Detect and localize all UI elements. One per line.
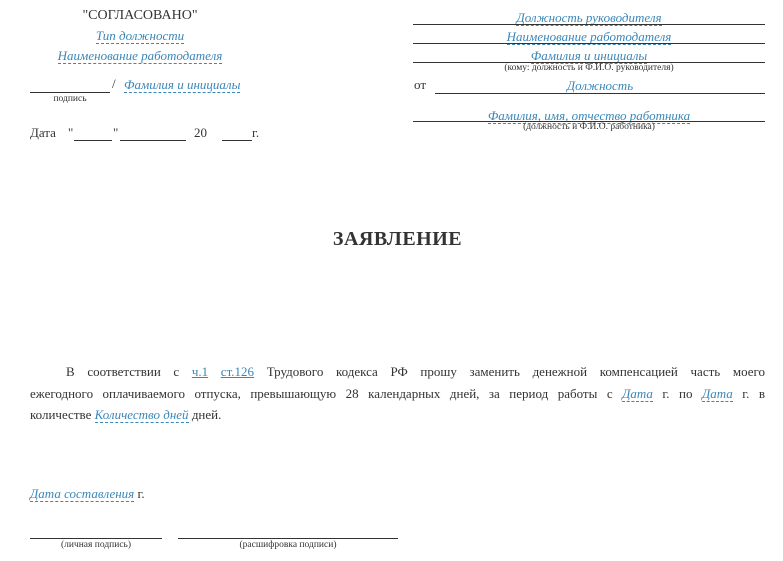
approval-position-field[interactable]: Тип должности — [95, 28, 185, 43]
personal-signature-caption: (личная подпись) — [60, 540, 132, 550]
compose-date-row — [30, 486, 145, 502]
addressee-line-1 — [413, 24, 765, 25]
approval-heading: "СОГЛАСОВАНО" — [82, 8, 198, 23]
approval-position-wrap — [40, 27, 240, 45]
date-quote-open: " — [68, 125, 74, 140]
date-quote-close: " — [113, 125, 119, 140]
addressee-name-field[interactable]: Фамилия и инициалы — [530, 48, 648, 63]
date-month-line — [120, 140, 186, 141]
approval-signature-line — [30, 92, 110, 93]
body-line-1 — [30, 364, 765, 380]
body-line3-prefix: количестве — [30, 407, 92, 422]
employee-position-field[interactable]: Должность — [566, 78, 634, 93]
body-line1-rest: Трудового кодекса РФ прошу заменить денежной компенсацией часть моего — [266, 364, 766, 379]
compose-date-suffix: г. — [137, 486, 145, 501]
date-year-prefix: 20 — [194, 125, 207, 140]
body-line1-lead: В соответствии с — [66, 364, 180, 379]
days-count-field[interactable]: Количество дней — [94, 407, 189, 422]
signature-decoding-caption: (расшифровка подписи) — [239, 540, 337, 550]
compose-date-field[interactable]: Дата составления — [30, 486, 135, 501]
body-line2-end: г. в — [742, 386, 765, 401]
approval-employer-field[interactable]: Наименование работодателя — [57, 48, 223, 63]
addressee-employer-field[interactable]: Наименование работодателя — [506, 29, 672, 44]
addressee-line-2 — [413, 43, 765, 44]
personal-signature-line — [30, 538, 162, 539]
approval-signature-caption: подпись — [53, 94, 87, 104]
addressee-from-caption: (должность и Ф.И.О. работника) — [523, 122, 655, 132]
approval-name-field[interactable]: Фамилия и инициалы — [124, 77, 241, 92]
addressee-line-4 — [435, 93, 765, 94]
body-line3-suffix: дней. — [191, 407, 222, 422]
body-line2-mid: г. по — [662, 386, 693, 401]
date-year-suffix: г. — [252, 125, 260, 140]
from-label: от — [414, 77, 427, 92]
approval-employer-wrap — [40, 47, 240, 65]
date-year-line — [222, 140, 252, 141]
addressee-to-caption: (кому: должность и Ф.И.О. руководителя) — [504, 63, 674, 73]
period-end-date-field[interactable]: Дата — [701, 386, 733, 401]
signature-decoding-line — [178, 538, 398, 539]
date-day-line — [74, 140, 112, 141]
body-line-3 — [30, 407, 221, 423]
addressee-position-field[interactable]: Должность руководителя — [516, 10, 662, 25]
law-article-link[interactable]: ст.126 — [220, 364, 255, 379]
date-label: Дата — [30, 125, 56, 140]
period-start-date-field[interactable]: Дата — [622, 386, 653, 401]
page-title: ЗАЯВЛЕНИЕ — [332, 228, 463, 250]
body-line2-text: ежегодного оплачиваемого отпуска, превышающую 28 календарных дней, за период работы с — [30, 386, 613, 401]
employee-name-field[interactable]: Фамилия, имя, отчество работника — [487, 108, 691, 123]
body-line-2 — [30, 386, 765, 402]
approval-slash: / — [112, 76, 116, 91]
law-part-link[interactable]: ч.1 — [191, 364, 209, 379]
